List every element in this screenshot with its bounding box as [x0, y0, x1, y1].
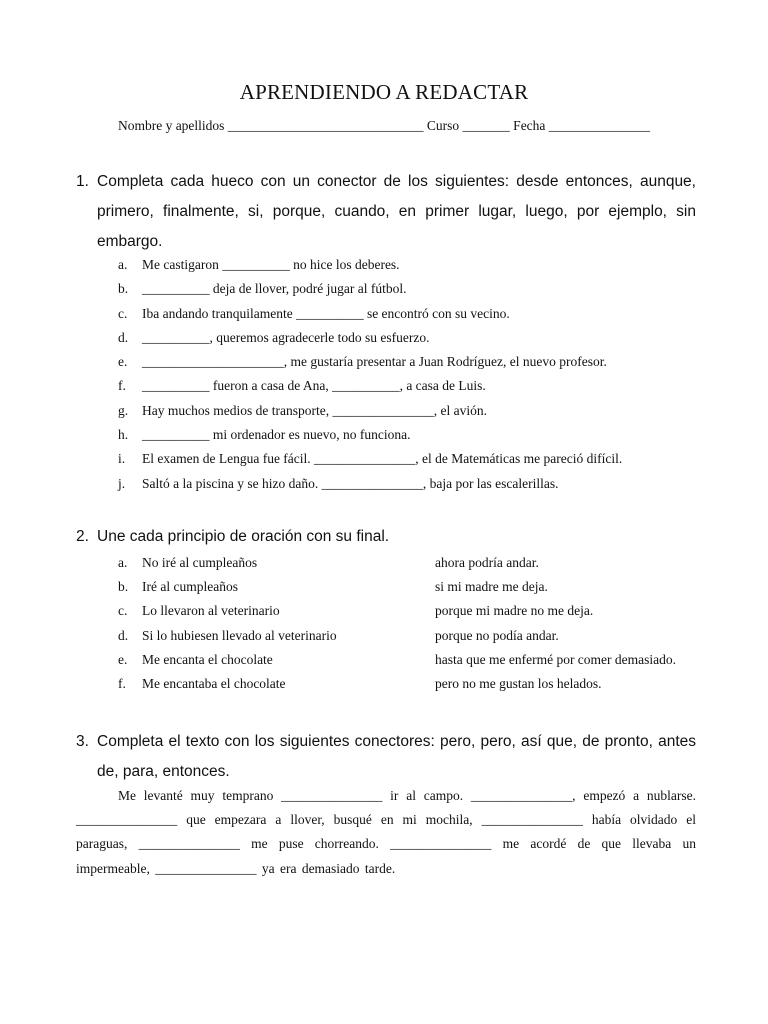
item-letter: f. — [118, 378, 126, 394]
list-item — [118, 326, 718, 350]
list-item — [118, 253, 718, 277]
list-item — [118, 447, 718, 471]
item-letter: d. — [118, 627, 129, 643]
list-item — [118, 302, 718, 326]
sentence-end: porque no podía andar. — [435, 627, 559, 643]
item-text: Hay muchos medios de transporte, _______________, el avión. — [142, 402, 487, 418]
question-2 — [76, 522, 696, 552]
student-info-line: Nombre y apellidos _____________________________ Curso _______ Fecha _______________ — [117, 118, 651, 133]
item-letter: e. — [118, 651, 128, 667]
fill-in-paragraph: Me levanté muy temprano _______________ ir al campo. _______________, empezó a nublarse. _______________ que empezara a llover, busqué en mi mochila, _______________ había olvidado el paraguas, _______________ me puse chorreando. _______________ me acordé de que llevaba un impermeable, _______________ ya era demasiado tarde. — [76, 788, 696, 876]
item-letter: c. — [118, 603, 128, 619]
item-letter: h. — [118, 427, 129, 443]
sentence-end: ahora podría andar. — [435, 555, 539, 570]
item-text: El examen de Lengua fue fácil. _______________, el de Matemáticas me pareció difícil. — [142, 451, 623, 467]
item-letter: b. — [118, 579, 129, 595]
item-text: __________ mi ordenador es nuevo, no funciona. — [142, 427, 411, 443]
sentence-start: Me encanta el chocolate — [142, 651, 273, 667]
item-letter: j. — [118, 475, 126, 491]
list-item — [118, 374, 718, 398]
question-text: Completa cada hueco con un conector de los siguientes: desde entonces, aunque, primero, finalmente, si, porque, cuando, en primer lugar, luego, por ejemplo, sin embargo. — [97, 173, 696, 250]
item-text: _____________________, me gustaría presentar a Juan Rodríguez, el nuevo profesor. — [142, 354, 607, 370]
question-text: Une cada principio de oración con su final. — [97, 528, 390, 545]
item-letter: e. — [118, 354, 128, 370]
item-letter: g. — [118, 402, 129, 418]
list-item — [118, 575, 718, 599]
item-letter: i. — [118, 451, 126, 467]
sentence-end: hasta que me enfermé por comer demasiado. — [435, 651, 677, 667]
question-text: Completa el texto con los siguientes conectores: pero, pero, así que, de pronto, antes de, para, entonces. — [97, 733, 696, 780]
item-text: Iba andando tranquilamente __________ se encontró con su vecino. — [142, 305, 510, 321]
sentence-start: Me encantaba el chocolate — [142, 675, 286, 691]
list-item — [118, 624, 718, 648]
question-2-items — [118, 551, 718, 696]
worksheet-title: APRENDIENDO A REDACTAR — [239, 80, 529, 104]
item-letter: b. — [118, 281, 129, 297]
sentence-start: Iré al cumpleaños — [142, 579, 238, 595]
item-letter: f. — [118, 675, 126, 691]
sentence-end: porque mi madre no me deja. — [435, 603, 594, 619]
item-letter: d. — [118, 329, 129, 345]
sentence-end: si mi madre me deja. — [435, 579, 548, 595]
question-number: 2. — [76, 528, 89, 545]
question-number: 3. — [76, 733, 89, 750]
list-item — [118, 551, 718, 575]
item-letter: a. — [118, 555, 128, 570]
sentence-start: Lo llevaron al veterinario — [142, 603, 280, 619]
item-text: Saltó a la piscina y se hizo daño. _______________, baja por las escalerillas. — [142, 475, 559, 491]
list-item — [118, 648, 718, 672]
item-letter: c. — [118, 305, 128, 321]
sentence-end: pero no me gustan los helados. — [435, 675, 602, 691]
sentence-start: No iré al cumpleaños — [142, 555, 258, 570]
item-text: Me castigaron __________ no hice los deberes. — [142, 257, 400, 272]
list-item — [118, 423, 718, 447]
sentence-start: Si lo hubiesen llevado al veterinario — [142, 627, 337, 643]
list-item — [118, 350, 718, 374]
question-number: 1. — [76, 173, 89, 190]
list-item — [118, 399, 718, 423]
list-item — [118, 472, 718, 496]
item-letter: a. — [118, 257, 128, 272]
question-1 — [76, 167, 696, 257]
item-text: __________, queremos agradecerle todo su esfuerzo. — [142, 329, 430, 345]
list-item — [118, 672, 718, 696]
list-item — [118, 277, 718, 301]
question-3 — [76, 727, 696, 787]
question-1-items — [118, 253, 718, 496]
item-text: __________ fueron a casa de Ana, __________, a casa de Luis. — [142, 378, 486, 394]
item-text: __________ deja de llover, podré jugar al fútbol. — [142, 281, 407, 297]
list-item — [118, 599, 718, 623]
